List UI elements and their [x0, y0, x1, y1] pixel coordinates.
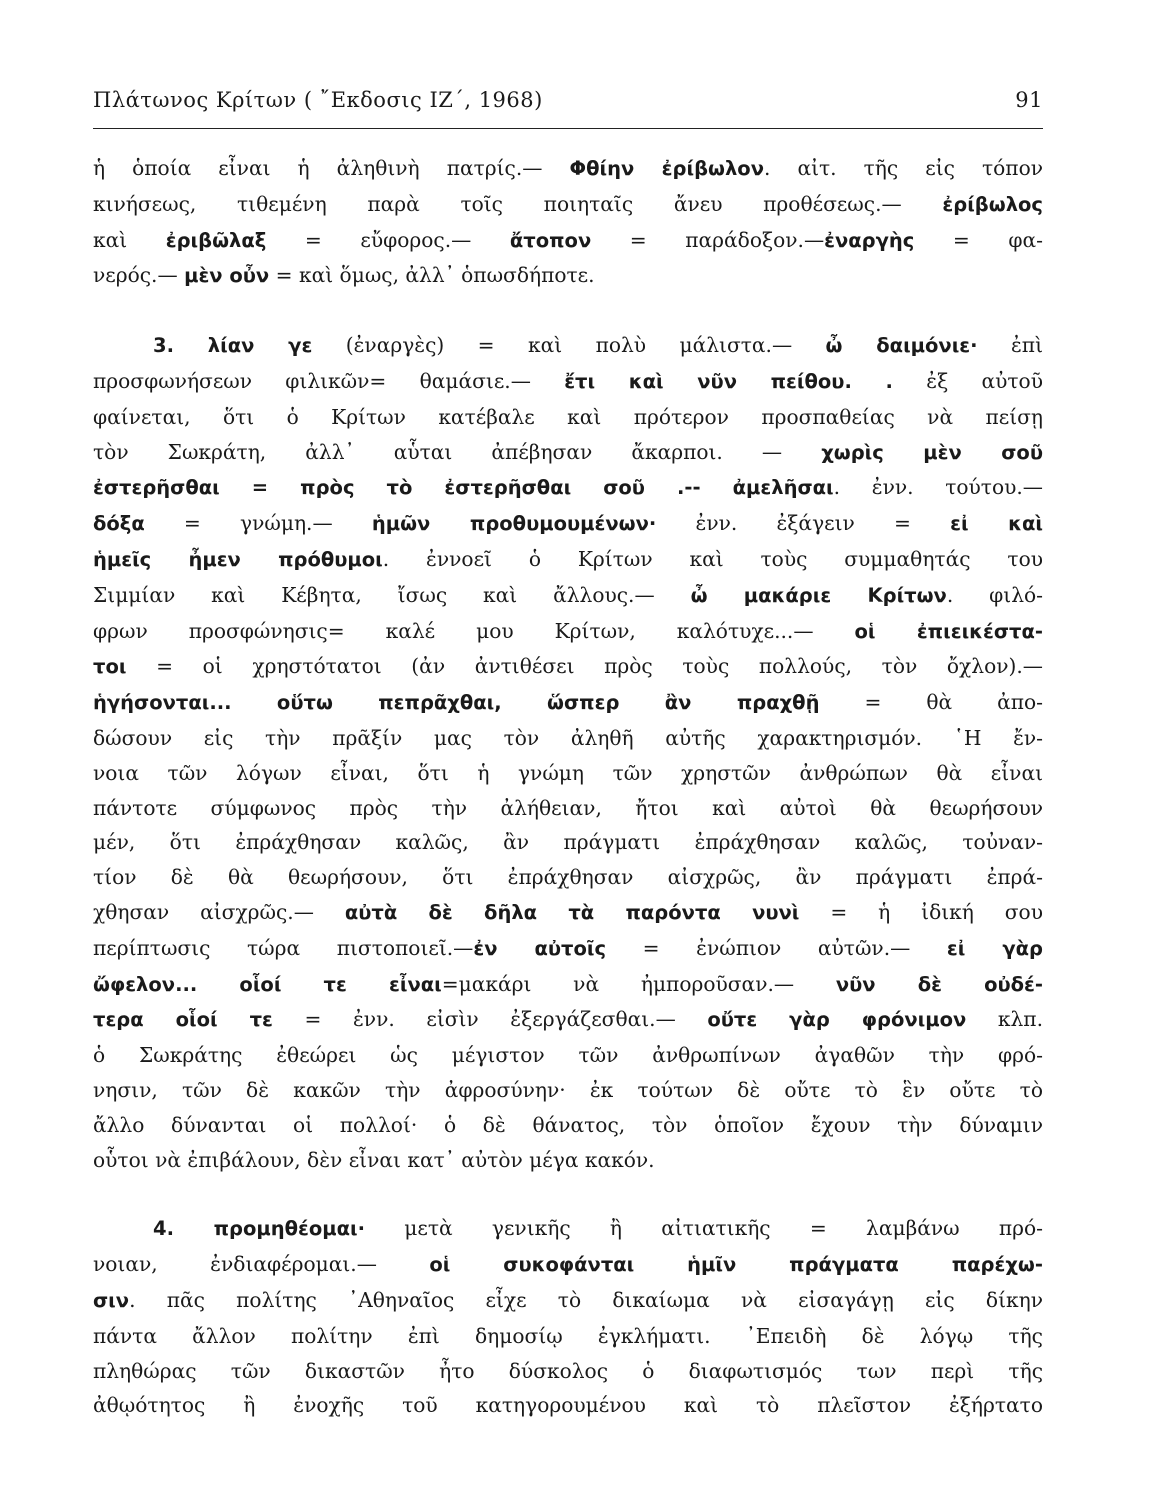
text-line — [93, 187, 1043, 223]
lemma-term: ἐναργὴς — [824, 228, 915, 252]
gloss-text: = παράδοξον.— — [591, 227, 825, 252]
gloss-text: νοιαν, ἐνδιαφέρομαι.— — [93, 1252, 430, 1277]
gloss-text: = φα- — [914, 227, 1043, 252]
gloss-text: πάντοτε σύμφωνος πρὸς τὴν ἀλήθειαν, ἤτοι καὶ αὐτοὶ θὰ θεωρήσουν — [93, 795, 1043, 820]
text-line — [93, 1038, 1043, 1073]
lemma-term: νῦν δὲ οὐδέ- — [835, 972, 1043, 996]
gloss-text: τὸν Σωκράτη, ἀλλ᾽ αὗται ἀπέβησαν ἄκαρποι. — — [93, 439, 822, 464]
lemma-term: ἐν αὐτοῖς — [473, 936, 607, 960]
lemma-term: ἐριβῶλαξ — [165, 228, 267, 252]
lemma-term: σιν — [93, 1288, 130, 1312]
gloss-text: νερός.— — [93, 263, 185, 288]
gloss-text: = θὰ ἀπο- — [819, 690, 1044, 715]
text-line — [93, 506, 1043, 542]
paragraph-gap — [93, 294, 1043, 328]
lemma-term: 4. προμηθέομαι· — [153, 1217, 366, 1241]
paragraph-3 — [93, 328, 1043, 1177]
lemma-term: εἰ καὶ — [950, 512, 1043, 536]
gloss-text: = καὶ ὅμως, ἀλλ᾽ ὁπωσδήποτε. — [269, 263, 595, 288]
text-line — [93, 151, 1043, 187]
gloss-text: = εὔφορος.— — [266, 227, 510, 252]
text-line — [93, 364, 1043, 400]
lemma-term: οἱ συκοφάνται ἡμῖν πράγματα παρέχω- — [429, 1253, 1043, 1277]
gloss-text: ἐξ αὐτοῦ — [892, 368, 1043, 393]
gloss-text: = ἐνώπιον αὐτῶν.— — [606, 935, 947, 960]
gloss-text: ὁ Σωκράτης ἐθεώρει ὡς μέγιστον τῶν ἀνθρωπίνων ἀγαθῶν τὴν φρό- — [93, 1043, 1043, 1068]
lemma-term: ὦ δαιμόνιε· — [825, 334, 978, 358]
gloss-text: πάντα ἄλλον πολίτην ἐπὶ δημοσίῳ ἐγκλήματι. ᾿Επειδὴ δὲ λόγῳ τῆς — [93, 1323, 1043, 1348]
text-line — [93, 1073, 1043, 1108]
lemma-term: ἡμῶν προθυμουμένων· — [371, 512, 657, 536]
lemma-term: 3. λίαν γε — [153, 334, 313, 358]
text-line — [93, 578, 1043, 614]
gloss-text: . φιλό- — [946, 582, 1043, 607]
gloss-text: . ἐνν. τούτου.— — [833, 475, 1043, 500]
text-line — [93, 328, 1043, 364]
gloss-text: πληθώρας τῶν δικαστῶν ἦτο δύσκολος ὁ διαφωτισμός των περὶ τῆς — [93, 1358, 1043, 1383]
lemma-term: ἔτι καὶ νῦν πείθου. . — [564, 369, 893, 393]
lemma-term: τοι — [93, 655, 127, 679]
text-line — [93, 1283, 1043, 1319]
paragraph-gap — [93, 1177, 1043, 1211]
text-line — [93, 649, 1043, 685]
gloss-text: φρων προσφώνησις= καλέ μου Κρίτων, καλότυχε...— — [93, 618, 855, 643]
text-line — [93, 685, 1043, 721]
lemma-term: οὔτε γὰρ φρόνιμον — [707, 1008, 967, 1032]
gloss-text: φαίνεται, ὅτι ὁ Κρίτων κατέβαλε καὶ πρότερον προσπαθείας νὰ πείσῃ — [93, 404, 1043, 429]
gloss-text: Σιμμίαν καὶ Κέβητα, ἴσως καὶ ἄλλους.— — [93, 582, 691, 607]
gloss-text: καὶ — [93, 227, 166, 252]
gloss-text: . πᾶς πολίτης ᾿Αθηναῖος εἶχε τὸ δικαίωμα νὰ εἰσαγάγῃ εἰς δίκην — [129, 1287, 1043, 1312]
lemma-term: ὤφελον... οἷοί τε εἶναι — [93, 972, 442, 996]
gloss-text: κλπ. — [966, 1007, 1043, 1032]
gloss-text: = οἱ χρηστότατοι (ἀν ἀντιθέσει πρὸς τοὺς πολλούς, τὸν ὄχλον).— — [126, 654, 1043, 679]
gloss-text: =μακάρι νὰ ἠμποροῦσαν.— — [441, 971, 836, 996]
header-title: Πλάτωνος Κρίτων ( ῎Εκδοσις ΙΖ΄, 1968) — [93, 88, 543, 112]
gloss-text: κινήσεως, τιθεμένη παρὰ τοῖς ποιηταῖς ἄνευ προθέσεως.— — [93, 191, 943, 216]
gloss-text: τίον δὲ θὰ θεωρήσουν, ὅτι ἐπράχθησαν αἰσχρῶς, ἂν πράγματι ἐπρά- — [93, 865, 1043, 890]
gloss-text: μέν, ὅτι ἐπράχθησαν καλῶς, ἂν πράγματι ἐπράχθησαν καλῶς, τοὐναν- — [93, 830, 1043, 855]
text-line — [93, 895, 1043, 931]
lemma-term: ὦ μακάριε Κρίτων — [690, 583, 947, 607]
text-line — [93, 1002, 1043, 1038]
gloss-text: = ἐνν. εἰσὶν ἐξεργάζεσθαι.— — [272, 1007, 708, 1032]
header-rule — [93, 128, 1043, 129]
paragraph-1 — [93, 151, 1043, 294]
lemma-term: ἐστερῆσθαι = πρὸς τὸ ἐστερῆσθαι σοῦ .-- ἀμελῆσαι — [93, 476, 834, 500]
text-line — [93, 258, 1043, 294]
lemma-term: δόξα — [93, 512, 145, 536]
paragraph-4 — [93, 1211, 1043, 1423]
gloss-text: προσφωνήσεων φιλικῶν= θαμάσιε.— — [93, 368, 565, 393]
lemma-term: Φθίην ἐρίβωλον — [569, 157, 764, 180]
text-line — [93, 756, 1043, 791]
gloss-text: ἄλλο δύνανται οἱ πολλοί· ὁ δὲ θάνατος, τὸν ὁποῖον ἔχουν τὴν δύναμιν — [93, 1112, 1043, 1137]
lemma-term: αὐτὰ δὲ δῆλα τὰ παρόντα νυνὶ — [344, 900, 800, 924]
lemma-term: μὲν οὖν — [184, 264, 270, 288]
gloss-text: νοια τῶν λόγων εἶναι, ὅτι ἡ γνώμη τῶν χρηστῶν ἀνθρώπων θὰ εἶναι — [93, 760, 1043, 785]
gloss-text: νησιν, τῶν δὲ κακῶν τὴν ἀφροσύνην· ἐκ τούτων δὲ οὔτε τὸ ἓν οὔτε τὸ — [93, 1077, 1043, 1102]
text-line — [93, 223, 1043, 259]
gloss-text: = γνώμη.— — [144, 511, 372, 536]
body-text — [93, 151, 1043, 1423]
text-line — [93, 1108, 1043, 1143]
text-line — [93, 1211, 1043, 1247]
text-line — [93, 470, 1043, 506]
gloss-text: ἡ ὁποία εἶναι ἡ ἀληθινὴ πατρίς.— — [93, 156, 570, 180]
lemma-term: ἡμεῖς ἦμεν πρόθυμοι — [93, 547, 383, 571]
gloss-text: (ἐναργὲς) = καὶ πολὺ μάλιστα.— — [312, 333, 826, 358]
gloss-text: μετὰ γενικῆς ἢ αἰτιατικῆς = λαμβάνω πρό- — [365, 1216, 1043, 1241]
gloss-text: ἐπὶ — [977, 333, 1043, 358]
gloss-text: ἀθῳότητος ἢ ἐνοχῆς τοῦ κατηγορουμένου καὶ τὸ πλεῖστον ἐξήρτατο — [93, 1393, 1043, 1418]
gloss-text: χθησαν αἰσχρῶς.— — [93, 899, 345, 924]
text-line — [93, 860, 1043, 895]
gloss-text: ἐνν. ἐξάγειν = — [656, 511, 951, 536]
gloss-text: . ἐννοεῖ ὁ Κρίτων καὶ τοὺς συμμαθητάς του — [382, 546, 1043, 571]
text-line — [93, 1143, 1043, 1178]
gloss-text: περίπτωσις τώρα πιστοποιεῖ.— — [93, 935, 474, 960]
text-line — [93, 825, 1043, 860]
text-line — [93, 721, 1043, 756]
lemma-term: χωρὶς μὲν σοῦ — [821, 440, 1043, 464]
text-line — [93, 542, 1043, 578]
lemma-term: ἐρίβωλος — [942, 192, 1043, 216]
gloss-text: . αἰτ. τῆς εἰς τόπον — [764, 156, 1043, 180]
text-line — [93, 400, 1043, 435]
text-line — [93, 1319, 1043, 1354]
text-line — [93, 1354, 1043, 1389]
page-number: 91 — [1015, 88, 1043, 112]
text-line — [93, 614, 1043, 650]
lemma-term: τερα οἷοί τε — [93, 1008, 273, 1032]
gloss-text: δώσουν εἰς τὴν πρᾶξίν μας τὸν ἀληθῆ αὐτῆς χαρακτηρισμόν. ῾Η ἔν- — [93, 725, 1043, 750]
lemma-term: οἱ ἐπιεικέστα- — [854, 619, 1043, 643]
lemma-term: ἄτοπον — [509, 228, 592, 252]
gloss-text: = ἡ ἰδική σου — [799, 899, 1043, 924]
text-line — [93, 967, 1043, 1003]
text-line — [93, 435, 1043, 471]
text-line — [93, 791, 1043, 826]
lemma-term: ἡγήσονται... οὕτω πεπρᾶχθαι, ὥσπερ ἂν πραχθῇ — [93, 691, 820, 715]
lemma-term: εἰ γὰρ — [946, 936, 1043, 960]
running-header — [93, 88, 1043, 112]
text-line — [93, 1247, 1043, 1283]
text-line — [93, 931, 1043, 967]
gloss-text: οὗτοι νὰ ἐπιβάλουν, δὲν εἶναι κατ᾽ αὐτὸν μέγα κακόν. — [93, 1147, 655, 1172]
text-line — [93, 1388, 1043, 1423]
